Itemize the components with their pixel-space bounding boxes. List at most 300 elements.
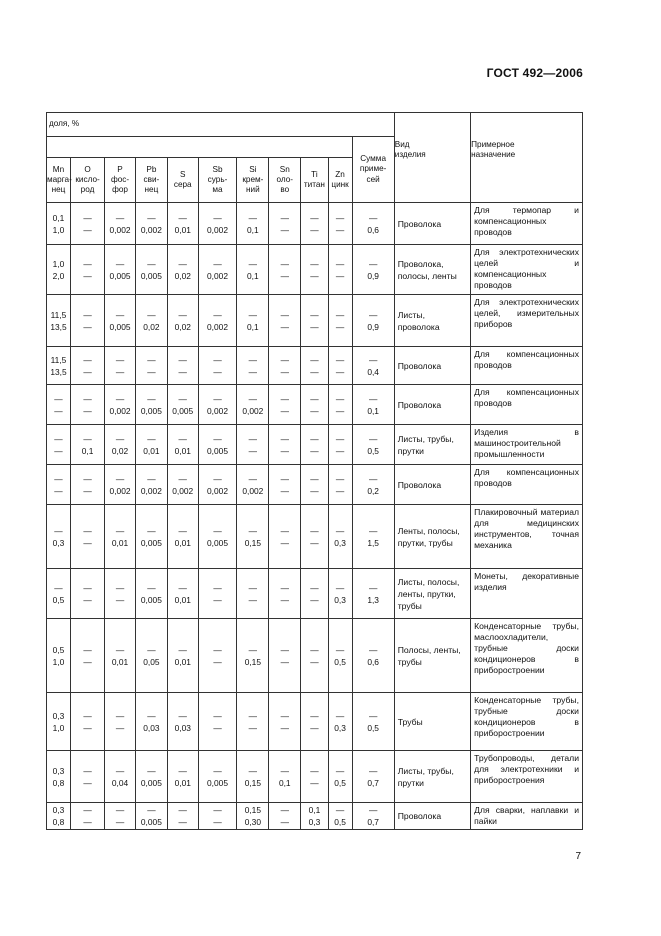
max-value: —: [115, 722, 125, 733]
min-value: —: [213, 309, 222, 320]
purpose-cell: Для электротехнических целей, измерительных приборов: [471, 295, 583, 347]
column-header-line: Sn: [279, 164, 290, 174]
min-value: 0,3: [52, 805, 65, 815]
max-value: —: [83, 321, 92, 332]
min-value: —: [248, 258, 258, 269]
max-value: 0,8: [52, 817, 65, 827]
min-value: —: [368, 805, 378, 815]
max-value: 0,05: [143, 656, 160, 667]
purpose-header-line: назначение: [471, 150, 516, 160]
purpose-cell: Конденсаторные трубы, маслоохладители, трубные доски кондиционеров в приборостроении: [471, 619, 583, 693]
value-cell-sn: [269, 245, 301, 295]
max-value: 0,002: [207, 405, 228, 416]
max-value: —: [310, 777, 319, 788]
column-header-line: приме-: [359, 164, 387, 174]
min-value: —: [310, 212, 319, 223]
max-value: 0,01: [111, 656, 129, 667]
value-cell-mn: [47, 425, 71, 465]
max-value: 0,1: [247, 224, 259, 235]
max-value: 0,3: [52, 537, 65, 548]
value-cell-si: [237, 203, 269, 245]
max-value: —: [178, 817, 187, 827]
value-cell-si: [237, 385, 269, 425]
max-value: —: [54, 485, 63, 496]
value-cell-si: [237, 245, 269, 295]
column-header-line: сурь-: [207, 174, 228, 184]
min-value: —: [368, 582, 378, 593]
table-body: [47, 203, 583, 830]
max-value: 1,0: [52, 224, 65, 235]
min-value: —: [213, 212, 222, 223]
value-cell-sn: [269, 203, 301, 245]
max-value: 0,005: [109, 321, 131, 332]
value-cell-ti: [301, 203, 328, 245]
value-cell-pb: [135, 425, 167, 465]
min-value: —: [178, 393, 187, 404]
value-cell-si: [237, 465, 269, 505]
table-row: [47, 803, 583, 830]
max-value: —: [335, 224, 345, 235]
column-header-line: нец: [51, 185, 66, 195]
min-value: —: [368, 644, 378, 655]
max-value: —: [213, 817, 222, 827]
value-cell-sb: [198, 751, 237, 803]
max-value: —: [83, 777, 92, 788]
value-cell-sum: [352, 693, 394, 751]
min-value: —: [335, 644, 345, 655]
max-value: —: [83, 594, 92, 605]
table-row: [47, 295, 583, 347]
max-value: —: [335, 366, 345, 377]
column-header-line: титан: [303, 180, 325, 189]
min-value: —: [147, 765, 156, 776]
max-value: 0,002: [172, 485, 194, 496]
min-value: —: [178, 805, 187, 815]
value-cell-sum: [352, 347, 394, 385]
max-value: —: [310, 537, 319, 548]
value-cell-si: [237, 347, 269, 385]
value-cell-s: [167, 569, 198, 619]
max-value: —: [248, 722, 258, 733]
value-cell-sn: [269, 347, 301, 385]
min-value: —: [83, 582, 92, 593]
max-value: 13,5: [50, 366, 67, 377]
min-value: —: [248, 354, 258, 365]
column-header-line: Zn: [335, 169, 345, 179]
max-value: —: [83, 366, 92, 377]
max-value: —: [213, 366, 222, 377]
value-cell-zn: [328, 751, 352, 803]
impurities-table-wrapper: [46, 112, 583, 830]
column-header-line: O: [84, 164, 91, 174]
min-value: —: [178, 258, 187, 269]
value-cell-zn: [328, 569, 352, 619]
column-header-line: оло-: [276, 174, 294, 184]
max-value: 1,0: [52, 722, 65, 733]
min-value: —: [83, 644, 92, 655]
value-cell-o: [70, 619, 104, 693]
min-value: —: [248, 765, 258, 776]
min-value: —: [83, 309, 92, 320]
min-value: —: [147, 309, 156, 320]
max-value: 0,005: [140, 537, 162, 548]
column-header-sum: [352, 137, 394, 203]
column-header-line: Sb: [212, 164, 223, 174]
value-cell-p: [105, 425, 136, 465]
min-value: —: [115, 354, 125, 365]
min-value: —: [335, 805, 345, 815]
min-value: —: [83, 258, 92, 269]
min-value: —: [310, 258, 319, 269]
value-cell-pb: [135, 693, 167, 751]
value-cell-ti: [301, 385, 328, 425]
max-value: 0,002: [207, 485, 228, 496]
value-cell-ti: [301, 465, 328, 505]
value-cell-s: [167, 425, 198, 465]
max-value: —: [310, 722, 319, 733]
value-cell-ti: [301, 425, 328, 465]
max-value: 0,02: [111, 445, 129, 456]
product-kind-cell: Листы, трубы, прутки: [394, 425, 470, 465]
column-header-s: [167, 158, 198, 203]
max-value: 0,01: [174, 777, 191, 788]
value-cell-sn: [269, 569, 301, 619]
max-value: —: [115, 366, 125, 377]
value-cell-pb: [135, 295, 167, 347]
min-value: —: [115, 258, 125, 269]
max-value: —: [280, 224, 289, 235]
min-value: 0,3: [52, 710, 65, 721]
min-value: —: [147, 212, 156, 223]
value-cell-s: [167, 385, 198, 425]
value-cell-zn: [328, 203, 352, 245]
value-cell-p: [105, 751, 136, 803]
column-header-line: Si: [249, 164, 257, 174]
column-header-line: фор: [112, 185, 128, 195]
value-cell-sb: [198, 693, 237, 751]
max-value: —: [115, 817, 125, 827]
value-cell-sn: [269, 295, 301, 347]
min-value: —: [280, 525, 289, 536]
min-value: —: [368, 433, 378, 444]
min-value: —: [178, 582, 187, 593]
column-header-si: [237, 158, 269, 203]
max-value: —: [310, 594, 319, 605]
value-cell-sn: [269, 465, 301, 505]
min-value: —: [335, 393, 345, 404]
max-value: —: [280, 817, 289, 827]
min-value: —: [83, 354, 92, 365]
value-cell-mn: [47, 505, 71, 569]
max-value: —: [213, 722, 222, 733]
product-kind-cell: Полосы, ленты, трубы: [394, 619, 470, 693]
max-value: —: [213, 656, 222, 667]
min-value: —: [280, 309, 289, 320]
value-cell-mn: [47, 693, 71, 751]
max-value: 0,3: [334, 722, 346, 733]
max-value: 0,005: [109, 270, 131, 281]
min-value: —: [280, 473, 289, 484]
product-kind-cell: Ленты, полосы, прутки, трубы: [394, 505, 470, 569]
max-value: —: [248, 366, 258, 377]
table-row: [47, 425, 583, 465]
column-header-sn: [269, 158, 301, 203]
value-cell-pb: [135, 245, 167, 295]
min-value: 11,5: [50, 354, 67, 365]
value-cell-o: [70, 693, 104, 751]
max-value: —: [335, 485, 345, 496]
max-value: 0,01: [174, 224, 191, 235]
min-value: —: [280, 433, 289, 444]
min-value: —: [248, 710, 258, 721]
value-cell-sb: [198, 803, 237, 830]
column-header-line: Сумма: [360, 154, 386, 164]
value-cell-sum: [352, 619, 394, 693]
min-value: —: [280, 212, 289, 223]
min-value: —: [368, 710, 378, 721]
max-value: 1,5: [367, 537, 379, 548]
max-value: —: [83, 817, 92, 827]
value-cell-zn: [328, 295, 352, 347]
value-cell-sb: [198, 619, 237, 693]
min-value: —: [368, 354, 378, 365]
value-cell-s: [167, 693, 198, 751]
min-value: —: [115, 644, 125, 655]
value-cell-zn: [328, 619, 352, 693]
max-value: —: [83, 405, 92, 416]
value-cell-p: [105, 203, 136, 245]
product-kind-cell: Листы, полосы, ленты, прутки, трубы: [394, 569, 470, 619]
purpose-column-header: [471, 113, 583, 203]
min-value: —: [335, 309, 345, 320]
max-value: 0,04: [111, 777, 129, 788]
table-row: [47, 347, 583, 385]
max-value: —: [335, 270, 345, 281]
min-value: —: [368, 525, 378, 536]
min-value: —: [147, 354, 156, 365]
max-value: 0,1: [278, 777, 291, 788]
value-cell-si: [237, 295, 269, 347]
value-cell-o: [70, 385, 104, 425]
min-value: —: [83, 525, 92, 536]
max-value: —: [310, 485, 319, 496]
min-value: —: [83, 805, 92, 815]
min-value: —: [115, 473, 125, 484]
min-value: —: [178, 644, 187, 655]
min-value: —: [213, 473, 222, 484]
max-value: —: [54, 445, 63, 456]
value-cell-sn: [269, 693, 301, 751]
column-header-sb: [198, 158, 237, 203]
value-cell-pb: [135, 465, 167, 505]
purpose-cell: Плакировочный материал для медицинских инструментов, точная механика: [471, 505, 583, 569]
max-value: —: [280, 485, 289, 496]
max-value: 0,005: [172, 405, 194, 416]
max-value: 0,02: [174, 321, 191, 332]
table-row: [47, 203, 583, 245]
purpose-header-line: Примерное: [471, 140, 515, 149]
max-value: —: [83, 656, 92, 667]
max-value: —: [310, 270, 319, 281]
max-value: —: [280, 722, 289, 733]
value-cell-ti: [301, 245, 328, 295]
min-value: —: [147, 710, 156, 721]
min-value: —: [368, 393, 378, 404]
value-cell-pb: [135, 803, 167, 830]
value-cell-zn: [328, 347, 352, 385]
column-header-ti: [301, 158, 328, 203]
min-value: —: [310, 644, 319, 655]
value-cell-o: [70, 803, 104, 830]
max-value: 0,002: [109, 485, 131, 496]
value-cell-sum: [352, 569, 394, 619]
max-value: 0,002: [140, 224, 162, 235]
column-header-p: [105, 158, 136, 203]
min-value: 11,5: [50, 309, 67, 320]
value-cell-zn: [328, 693, 352, 751]
max-value: 0,01: [174, 445, 191, 456]
value-cell-o: [70, 505, 104, 569]
value-cell-pb: [135, 203, 167, 245]
value-cell-si: [237, 569, 269, 619]
max-value: 0,9: [367, 270, 379, 281]
max-value: 2,0: [52, 270, 65, 281]
min-value: —: [335, 258, 345, 269]
max-value: —: [280, 321, 289, 332]
min-value: —: [335, 525, 345, 536]
value-cell-mn: [47, 751, 71, 803]
column-header-o: [70, 158, 104, 203]
column-header-line: сви-: [143, 174, 160, 184]
column-header-line: ма: [212, 185, 223, 195]
max-value: 0,15: [244, 656, 261, 667]
value-cell-mn: [47, 569, 71, 619]
column-header-line: P: [117, 164, 123, 174]
min-value: —: [280, 393, 289, 404]
value-cell-ti: [301, 347, 328, 385]
value-cell-p: [105, 803, 136, 830]
unit-label: доля, %: [47, 113, 395, 137]
max-value: 0,01: [143, 445, 160, 456]
min-value: —: [248, 393, 258, 404]
min-value: —: [248, 525, 258, 536]
value-cell-sum: [352, 505, 394, 569]
max-value: 0,002: [207, 270, 228, 281]
min-value: —: [280, 805, 289, 815]
min-value: —: [368, 212, 378, 223]
min-value: —: [213, 393, 222, 404]
min-value: —: [83, 710, 92, 721]
column-header-line: цинк: [331, 180, 349, 189]
value-cell-zn: [328, 803, 352, 830]
min-value: —: [54, 393, 63, 404]
column-header-zn: [328, 158, 352, 203]
kind-header-line: Вид: [394, 140, 410, 149]
value-cell-zn: [328, 465, 352, 505]
value-cell-o: [70, 425, 104, 465]
value-cell-p: [105, 295, 136, 347]
min-value: —: [178, 212, 187, 223]
table-row: [47, 245, 583, 295]
value-cell-mn: [47, 619, 71, 693]
table-row: [47, 569, 583, 619]
max-value: 0,5: [367, 445, 379, 456]
column-header-mn: [47, 158, 71, 203]
value-cell-sn: [269, 803, 301, 830]
max-value: 0,005: [140, 594, 162, 605]
max-value: —: [83, 537, 92, 548]
max-value: 0,005: [207, 537, 228, 548]
max-value: 0,002: [242, 485, 264, 496]
min-value: —: [310, 765, 319, 776]
min-value: —: [248, 473, 258, 484]
max-value: 0,002: [109, 224, 131, 235]
column-header-line: Pb: [146, 164, 157, 174]
value-cell-sum: [352, 425, 394, 465]
max-value: 0,8: [52, 777, 65, 788]
min-value: —: [54, 525, 63, 536]
value-cell-p: [105, 347, 136, 385]
value-cell-p: [105, 693, 136, 751]
max-value: 0,15: [244, 777, 261, 788]
max-value: —: [310, 366, 319, 377]
min-value: —: [178, 765, 187, 776]
value-cell-sn: [269, 751, 301, 803]
value-cell-zn: [328, 245, 352, 295]
product-kind-cell: Проволока: [394, 347, 470, 385]
value-cell-s: [167, 619, 198, 693]
value-cell-sn: [269, 425, 301, 465]
value-cell-sum: [352, 803, 394, 830]
max-value: 0,2: [367, 485, 379, 496]
max-value: —: [335, 405, 345, 416]
max-value: 0,5: [334, 777, 346, 788]
value-cell-zn: [328, 425, 352, 465]
value-cell-sb: [198, 425, 237, 465]
value-cell-pb: [135, 347, 167, 385]
value-cell-si: [237, 619, 269, 693]
max-value: 0,5: [52, 594, 65, 605]
min-value: —: [335, 473, 345, 484]
min-value: —: [335, 582, 345, 593]
max-value: —: [115, 594, 125, 605]
column-header-line: Ti: [311, 169, 318, 179]
min-value: —: [147, 525, 156, 536]
value-cell-ti: [301, 295, 328, 347]
min-value: —: [335, 212, 345, 223]
value-cell-p: [105, 505, 136, 569]
max-value: 0,15: [244, 537, 261, 548]
column-header-line: кисло-: [75, 174, 100, 184]
table-head: [47, 113, 583, 203]
max-value: —: [310, 321, 319, 332]
max-value: —: [83, 485, 92, 496]
table-row: [47, 751, 583, 803]
value-cell-ti: [301, 693, 328, 751]
column-header-line: во: [280, 185, 290, 195]
min-value: —: [83, 212, 92, 223]
max-value: —: [83, 270, 92, 281]
min-value: —: [213, 433, 222, 444]
value-cell-o: [70, 465, 104, 505]
min-value: —: [178, 710, 187, 721]
min-value: —: [147, 644, 156, 655]
value-cell-sb: [198, 203, 237, 245]
product-kind-cell: Проволока: [394, 203, 470, 245]
column-header-line: род: [80, 185, 95, 195]
product-kind-cell: Проволока: [394, 385, 470, 425]
min-value: —: [280, 765, 289, 776]
